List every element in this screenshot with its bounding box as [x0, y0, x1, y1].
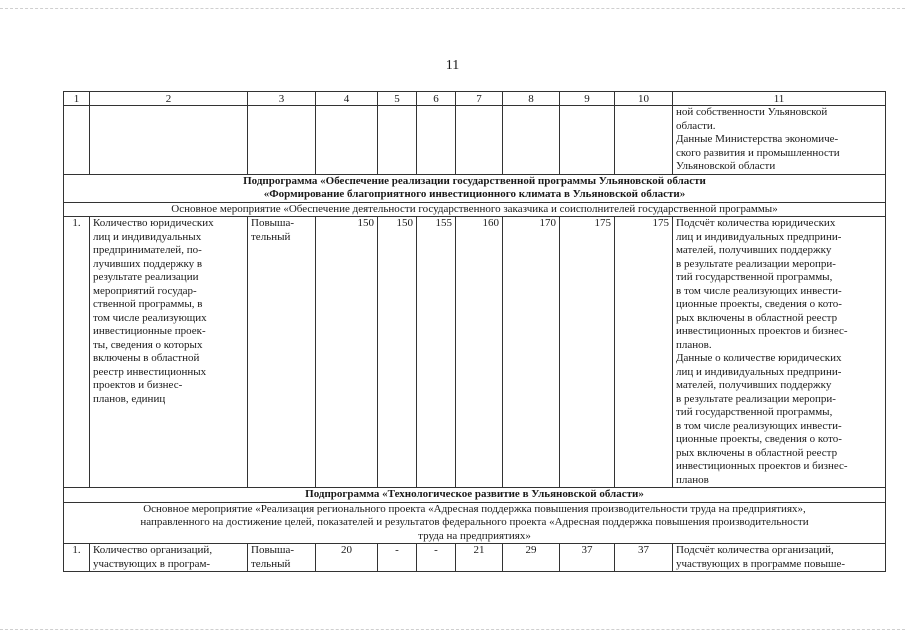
value-cell: 37	[560, 544, 615, 572]
col-header: 8	[503, 92, 560, 106]
col-header: 6	[417, 92, 456, 106]
subprogram-heading-row	[64, 488, 886, 503]
indicator-name: Количество юридических лиц и индивидуальных предпринимателей, по- лучивших поддержку в результате реализации мероприятий государ- ственной программы, в том числе реализующих инвестиционные проек- ты, сведения о которых включены в областной реестр инвестиционных проектов и бизнес- планов, единиц	[90, 217, 248, 488]
table-row	[64, 544, 886, 572]
value-cell: 170	[503, 217, 560, 488]
subprogram-heading: Подпрограмма «Технологическое развитие в Ульяновской области»	[64, 488, 886, 503]
indicator-direction: Повыша- тельный	[248, 217, 316, 488]
value-cell: -	[417, 544, 456, 572]
main-event-heading: Основное мероприятие «Обеспечение деятельности государственного заказчика и соисполнителей государственной программы»	[64, 202, 886, 217]
col-header: 4	[316, 92, 378, 106]
page-number: 11	[445, 58, 460, 73]
main-event-heading: Основное мероприятие «Реализация регионального проекта «Адресная поддержка повышения производительности труда на предприятиях», направленного на достижение целей, показателей и результатов федерального проекта «Адресная поддержка повышения производительности труда на предприятиях»	[64, 502, 886, 544]
subprogram-heading: Подпрограмма «Обеспечение реализации государственной программы Ульяновской области «Формирование благоприятного инвестиционного климата в Ульяновской области»	[64, 174, 886, 202]
column-number-row	[64, 92, 886, 106]
continuation-row	[64, 106, 886, 175]
col-header: 10	[615, 92, 673, 106]
col-header: 3	[248, 92, 316, 106]
indicators-table	[63, 91, 886, 572]
row-number: 1.	[64, 217, 90, 488]
subprogram-heading-row	[64, 174, 886, 202]
row-number: 1.	[64, 544, 90, 572]
main-event-row	[64, 502, 886, 544]
indicator-direction: Повыша- тельный	[248, 544, 316, 572]
table-row	[64, 217, 886, 488]
value-cell: 175	[560, 217, 615, 488]
value-cell: 21	[456, 544, 503, 572]
indicator-name: Количество организаций, участвующих в програм-	[90, 544, 248, 572]
col-header: 11	[673, 92, 886, 106]
value-cell: 155	[417, 217, 456, 488]
scan-top-edge	[0, 8, 905, 10]
value-cell: 150	[316, 217, 378, 488]
continuation-source: ной собственности Ульяновской области. Данные Министерства экономиче- ского развития и промышленности Ульяновской области	[673, 106, 886, 175]
value-cell: 29	[503, 544, 560, 572]
value-cell: 150	[378, 217, 417, 488]
col-header: 7	[456, 92, 503, 106]
value-cell: 37	[615, 544, 673, 572]
value-cell: 20	[316, 544, 378, 572]
value-cell: 175	[615, 217, 673, 488]
value-cell: -	[378, 544, 417, 572]
data-source: Подсчёт количества организаций, участвующих в программе повыше-	[673, 544, 886, 572]
col-header: 1	[64, 92, 90, 106]
value-cell: 160	[456, 217, 503, 488]
col-header: 5	[378, 92, 417, 106]
col-header: 2	[90, 92, 248, 106]
scan-bottom-edge	[0, 629, 905, 631]
col-header: 9	[560, 92, 615, 106]
main-event-row	[64, 202, 886, 217]
data-source: Подсчёт количества юридических лиц и индивидуальных предприни- мателей, получивших поддержку в результате реализации меропри- тий государственной программы, в том числе реализующих инвести- ционные проекты, сведения о кото- рых включены в областной реестр инвестиционных проектов и бизнес- планов. Данные о количестве юридических лиц и индивидуальных предприни- мателей, получивших поддержку в результате реализации меропри- тий государственной программы, в том числе реализующих инвести- ционные проекты, сведения о кото- рых включены в областной реестр инвестиционных проектов и бизнес- планов	[673, 217, 886, 488]
